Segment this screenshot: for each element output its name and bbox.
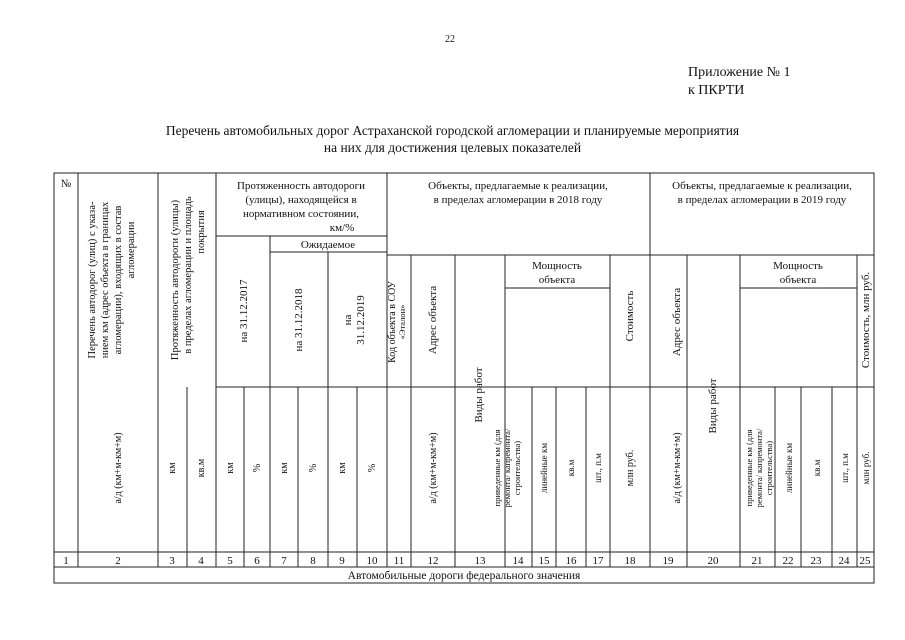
unit-sht-24: шт., п.м bbox=[840, 453, 850, 483]
sou-code-line2: «Эталон» bbox=[397, 304, 407, 340]
capacity-2018-header bbox=[532, 260, 582, 286]
appendix-line1: Приложение № 1 bbox=[688, 65, 791, 80]
col-length-line3: покрытия bbox=[196, 210, 207, 254]
unit-kvm-16: кв.м bbox=[566, 459, 576, 477]
unit-mln-25: млн руб. bbox=[861, 451, 871, 485]
unit-sht-17: шт., п.м bbox=[593, 453, 603, 483]
object-address-2018: Адрес объекта bbox=[427, 285, 439, 355]
norm-line2: (улицы), находящейся в bbox=[245, 194, 357, 206]
unit-linear-22: линейные км bbox=[784, 442, 794, 494]
colnum-21: 21 bbox=[751, 555, 763, 567]
colnum-20: 20 bbox=[707, 555, 719, 567]
colnum-8: 8 bbox=[310, 555, 316, 567]
colnum-11: 11 bbox=[393, 555, 405, 567]
date-2019-b: 31.12.2019 bbox=[355, 295, 367, 345]
unit-reduced-21a: приведенные км (для bbox=[744, 429, 754, 507]
colnum-7: 7 bbox=[281, 555, 287, 567]
col-list-line3: агломерации), входящих в состав bbox=[113, 205, 124, 355]
g2019-line2: в пределах агломерации в 2019 году bbox=[677, 194, 847, 206]
colnum-19: 19 bbox=[662, 555, 674, 567]
col-list-line1: Перечень автодорог (улиц) с указа- bbox=[87, 201, 98, 359]
colnum-17: 17 bbox=[592, 555, 604, 567]
norm-group-header bbox=[237, 180, 365, 234]
cap2018-line2: объекта bbox=[538, 274, 576, 286]
colnum-9: 9 bbox=[339, 555, 345, 567]
unit-km-3: км bbox=[167, 462, 178, 474]
unit-ad-12: а/д (км+м-км+м) bbox=[428, 432, 439, 504]
colnum-10: 10 bbox=[366, 555, 378, 567]
title-line2: на них для достижения целевых показателей bbox=[323, 140, 582, 155]
unit-kvm-23: кв.м bbox=[812, 459, 822, 477]
unit-ad-2: а/д (км+м-км+м) bbox=[113, 432, 124, 504]
cap2019-line2: объекта bbox=[779, 274, 817, 286]
unit-pct-8: % bbox=[308, 463, 319, 473]
colnum-13: 13 bbox=[474, 555, 486, 567]
g2018-line2: в пределах агломерации в 2018 году bbox=[433, 194, 603, 206]
unit-reduced-21b: ремонта/ капремонта/ bbox=[754, 428, 764, 508]
section-title: Автомобильные дороги федерального значения bbox=[347, 570, 581, 582]
unit-km-9: км bbox=[337, 462, 348, 474]
colnum-18: 18 bbox=[624, 555, 636, 567]
unit-reduced-21c: строительства) bbox=[764, 440, 774, 496]
unit-pct-10: % bbox=[367, 463, 378, 473]
cost-2018: Стоимость bbox=[624, 290, 636, 342]
page-number: 22 bbox=[445, 34, 455, 45]
column-numbers-row bbox=[63, 555, 871, 567]
unit-pct-6: % bbox=[252, 463, 263, 473]
cap2018-line1: Мощность bbox=[532, 260, 582, 272]
colnum-15: 15 bbox=[538, 555, 550, 567]
date-2018: на 31.12.2018 bbox=[293, 288, 305, 352]
colnum-25: 25 bbox=[859, 555, 871, 567]
unit-reduced-14b: ремонта/ капремонта/ bbox=[502, 428, 512, 508]
unit-km-7: км bbox=[279, 462, 290, 474]
work-types-2019: Виды работ bbox=[707, 378, 719, 434]
colnum-3: 3 bbox=[169, 555, 175, 567]
norm-line1: Протяженность автодороги bbox=[236, 180, 366, 192]
unit-reduced-14a: приведенные км (для bbox=[492, 429, 502, 507]
unit-ad-19: а/д (км+м-км+м) bbox=[672, 432, 683, 504]
colnum-16: 16 bbox=[565, 555, 577, 567]
colnum-22: 22 bbox=[782, 555, 794, 567]
unit-km-5: км bbox=[225, 462, 236, 474]
col-list-line2: нием км (адрес объекта в границах bbox=[100, 201, 111, 359]
sou-code-line1: Код объекта в СОУ bbox=[387, 281, 398, 363]
cap2019-line1: Мощность bbox=[773, 260, 823, 272]
colnum-6: 6 bbox=[254, 555, 260, 567]
colnum-1: 1 bbox=[63, 555, 69, 567]
colnum-14: 14 bbox=[512, 555, 524, 567]
object-address-2019: Адрес объекта bbox=[671, 287, 683, 357]
norm-line4: км/% bbox=[329, 222, 355, 234]
units-row bbox=[113, 428, 871, 507]
col-list-line4: агломерации bbox=[126, 221, 137, 279]
unit-kvm-4: кв.м bbox=[196, 458, 207, 478]
g2019-line1: Объекты, предлагаемые к реализации, bbox=[672, 180, 852, 192]
norm-line3: нормативном состоянии, bbox=[243, 208, 359, 220]
cost-mln-2019: Стоимость, млн руб. bbox=[860, 271, 872, 369]
col-length-line1: Протяженность автодороги (улицы) bbox=[170, 199, 181, 361]
group-2019-header bbox=[672, 180, 852, 206]
date-2019-a: на bbox=[342, 314, 354, 326]
date-2017: на 31.12.2017 bbox=[238, 279, 250, 343]
g2018-line1: Объекты, предлагаемые к реализации, bbox=[428, 180, 608, 192]
unit-reduced-14c: строительства) bbox=[512, 440, 522, 496]
colnum-2: 2 bbox=[115, 555, 121, 567]
unit-linear-15: линейные км bbox=[539, 442, 549, 494]
colnum-24: 24 bbox=[838, 555, 850, 567]
group-2018-header bbox=[428, 180, 608, 206]
colnum-4: 4 bbox=[198, 555, 204, 567]
col-length-line2: в пределах агломерации и площадь bbox=[183, 196, 194, 354]
work-types-2018: Виды работ bbox=[473, 367, 485, 423]
colnum-12: 12 bbox=[427, 555, 439, 567]
appendix-line2: к ПКРТИ bbox=[688, 83, 745, 98]
title-line1: Перечень автомобильных дорог Астраханской городской агломерации и планируемые мероприятия bbox=[165, 123, 740, 138]
unit-mln-18: млн руб. bbox=[625, 449, 636, 487]
expected-header: Ожидаемое bbox=[300, 239, 356, 251]
colnum-5: 5 bbox=[227, 555, 233, 567]
capacity-2019-header bbox=[773, 260, 823, 286]
colnum-23: 23 bbox=[810, 555, 822, 567]
num-header: № bbox=[60, 178, 72, 190]
